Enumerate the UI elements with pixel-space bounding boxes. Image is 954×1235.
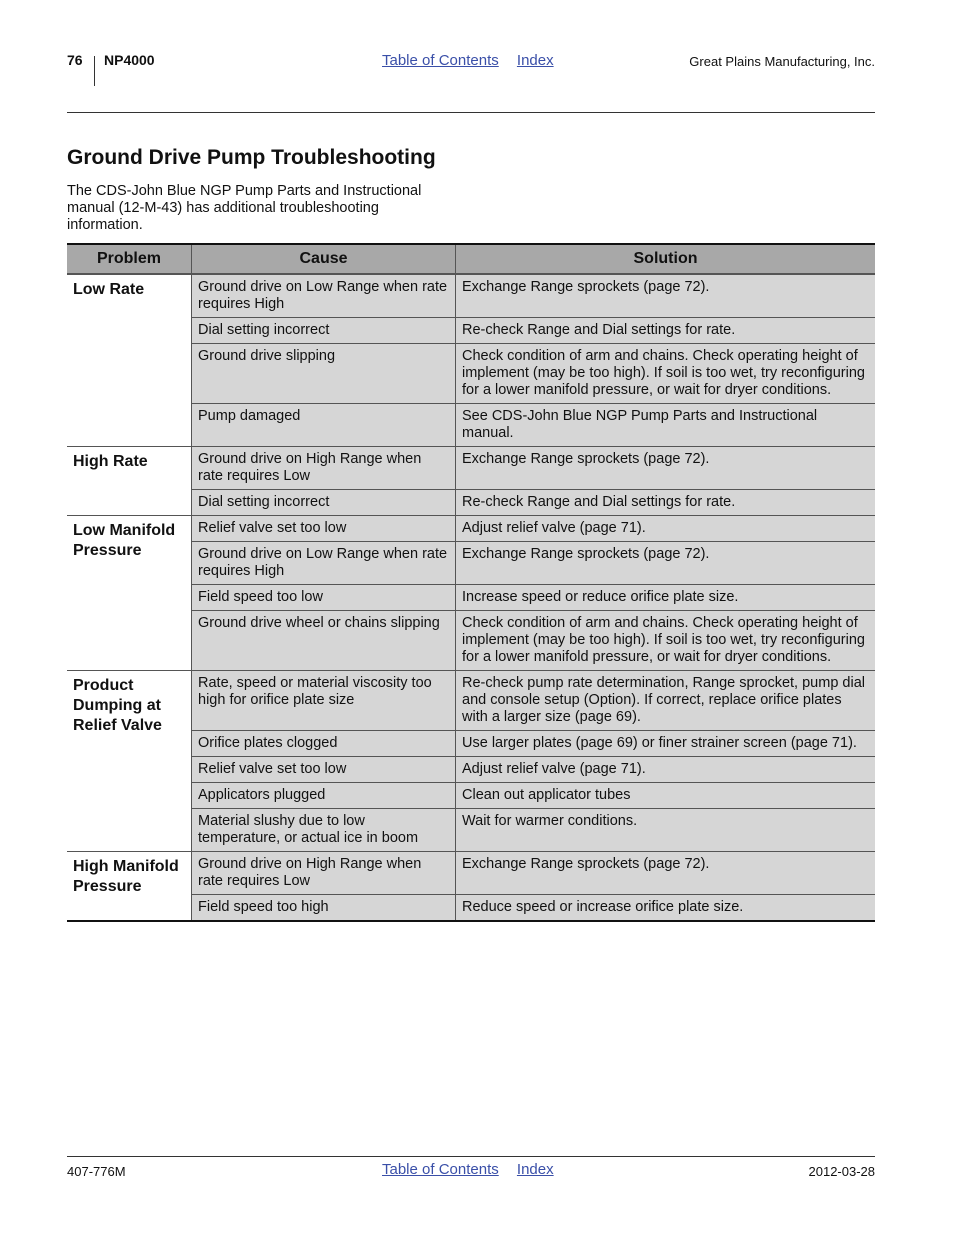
solution-cell: Re-check Range and Dial settings for rate. <box>456 490 876 516</box>
cause-cell: Field speed too low <box>192 585 456 611</box>
solution-cell: Exchange Range sprockets (page 72). <box>456 852 876 895</box>
table-header-row <box>67 244 875 274</box>
table-row <box>67 274 875 318</box>
solution-cell: Exchange Range sprockets (page 72). <box>456 447 876 490</box>
footer-toc-link[interactable]: Table of Contents <box>382 1161 499 1178</box>
cause-cell: Ground drive on Low Range when rate requires High <box>192 542 456 585</box>
header-nav <box>382 52 568 69</box>
toc-link[interactable]: Table of Contents <box>382 52 499 69</box>
footer-index-link[interactable]: Index <box>516 1161 554 1178</box>
index-link[interactable]: Index <box>516 52 554 69</box>
table-row <box>67 516 875 542</box>
cause-cell: Ground drive wheel or chains slipping <box>192 611 456 671</box>
column-header-problem: Problem <box>67 244 192 274</box>
doc-number: 407-776M <box>67 1164 126 1179</box>
intro-paragraph: The CDS-John Blue NGP Pump Parts and Instructional manual (12-M-43) has additional troubleshooting information. <box>67 183 422 233</box>
cause-cell: Ground drive on High Range when rate requires Low <box>192 852 456 895</box>
solution-cell: Check condition of arm and chains. Check operating height of implement (may be too high). If soil is too wet, try reconfiguring for a lower manifold pressure, or wait for dryer conditions. <box>456 611 876 671</box>
cause-cell: Material slushy due to low temperature, or actual ice in boom <box>192 809 456 852</box>
solution-cell: Re-check Range and Dial settings for rate. <box>456 318 876 344</box>
solution-cell: Adjust relief valve (page 71). <box>456 757 876 783</box>
solution-cell: Wait for warmer conditions. <box>456 809 876 852</box>
footer-rule <box>67 1156 875 1157</box>
page-number: 76 <box>67 52 83 68</box>
cause-cell: Dial setting incorrect <box>192 490 456 516</box>
cause-cell: Orifice plates clogged <box>192 731 456 757</box>
cause-cell: Relief valve set too low <box>192 757 456 783</box>
header-rule <box>67 112 875 113</box>
cause-cell: Ground drive on High Range when rate requires Low <box>192 447 456 490</box>
problem-cell: Low Manifold Pressure <box>67 516 192 671</box>
cause-cell: Ground drive slipping <box>192 344 456 404</box>
cause-cell: Dial setting incorrect <box>192 318 456 344</box>
column-header-solution: Solution <box>456 244 876 274</box>
solution-cell: Exchange Range sprockets (page 72). <box>456 274 876 318</box>
doc-title: NP4000 <box>104 52 155 68</box>
cause-cell: Rate, speed or material viscosity too high for orifice plate size <box>192 671 456 731</box>
table-row <box>67 852 875 895</box>
solution-cell: Re-check pump rate determination, Range sprocket, pump dial and console setup (Option). If correct, replace orifice plates with a larger size (page 69). <box>456 671 876 731</box>
problem-cell: Low Rate <box>67 274 192 447</box>
table-row <box>67 447 875 490</box>
section-title: Ground Drive Pump Troubleshooting <box>67 146 436 169</box>
solution-cell: Check condition of arm and chains. Check operating height of implement (may be too high). If soil is too wet, try reconfiguring for a lower manifold pressure, or wait for dryer conditions. <box>456 344 876 404</box>
cause-cell: Relief valve set too low <box>192 516 456 542</box>
solution-cell: Clean out applicator tubes <box>456 783 876 809</box>
company-name: Great Plains Manufacturing, Inc. <box>689 54 875 69</box>
cause-cell: Applicators plugged <box>192 783 456 809</box>
footer-nav <box>382 1161 568 1178</box>
page-header <box>67 52 875 92</box>
solution-cell: Exchange Range sprockets (page 72). <box>456 542 876 585</box>
doc-date: 2012-03-28 <box>808 1164 875 1179</box>
header-divider <box>94 56 95 86</box>
problem-cell: High Rate <box>67 447 192 516</box>
cause-cell: Ground drive on Low Range when rate requires High <box>192 274 456 318</box>
solution-cell: Use larger plates (page 69) or finer strainer screen (page 71). <box>456 731 876 757</box>
solution-cell: See CDS-John Blue NGP Pump Parts and Instructional manual. <box>456 404 876 447</box>
solution-cell: Increase speed or reduce orifice plate size. <box>456 585 876 611</box>
troubleshooting-table <box>67 243 875 922</box>
cause-cell: Field speed too high <box>192 895 456 922</box>
solution-cell: Reduce speed or increase orifice plate size. <box>456 895 876 922</box>
solution-cell: Adjust relief valve (page 71). <box>456 516 876 542</box>
problem-cell: Product Dumping at Relief Valve <box>67 671 192 852</box>
problem-cell: High Manifold Pressure <box>67 852 192 922</box>
column-header-cause: Cause <box>192 244 456 274</box>
cause-cell: Pump damaged <box>192 404 456 447</box>
table-row <box>67 671 875 731</box>
